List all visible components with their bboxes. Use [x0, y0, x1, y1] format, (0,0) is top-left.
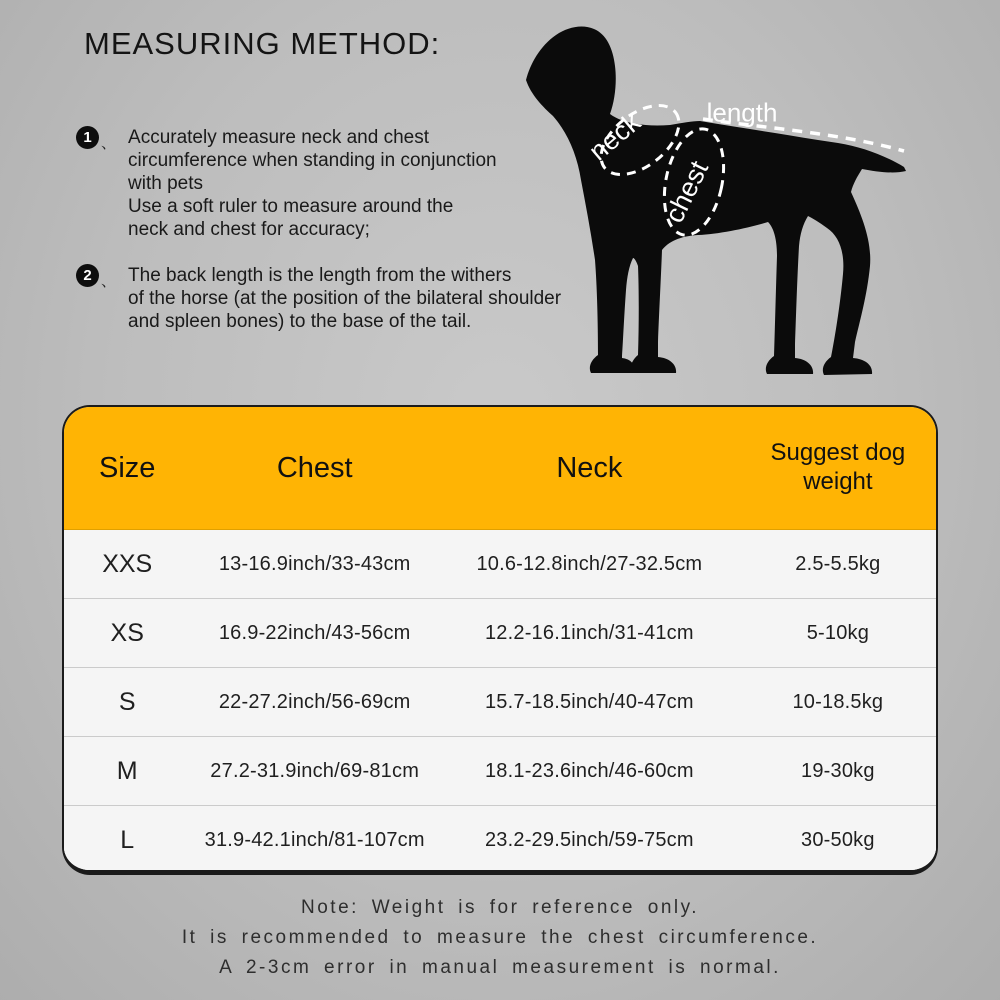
cell-neck: 15.7-18.5inch/40-47cm: [484, 690, 694, 713]
instruction-line: neck and chest for accuracy;: [128, 219, 370, 240]
instruction-line: The back length is the length from the withers: [128, 265, 512, 286]
instruction-line: with pets: [128, 173, 203, 194]
dog-silhouette-icon: [520, 20, 940, 392]
cell-chest: 22-27.2inch/56-69cm: [218, 690, 411, 713]
header-chest: Chest: [276, 451, 353, 484]
cell-size: XS: [110, 618, 144, 647]
instruction-line: Use a soft ruler to measure around the: [128, 196, 454, 217]
instruction-line: Accurately measure neck and chest: [128, 127, 430, 148]
table-row-m: [64, 737, 936, 806]
length-label: length: [706, 97, 778, 128]
note-line: It is recommended to measure the chest circumference.: [181, 927, 819, 948]
table-row-s: [64, 668, 936, 737]
cell-size: L: [120, 826, 135, 854]
note-line: Note: Weight is for reference only.: [301, 897, 699, 918]
cell-size: XXS: [102, 549, 153, 578]
cell-chest: 31.9-42.1inch/81-107cm: [204, 829, 425, 851]
table-row-xs: [64, 599, 936, 668]
instruction-line: of the horse (at the position of the bilateral shoulder: [128, 288, 562, 309]
cell-neck: 12.2-16.1inch/31-41cm: [484, 621, 694, 644]
cell-weight: 30-50kg: [801, 829, 875, 851]
table-header-row: [64, 407, 936, 530]
cell-weight: 5-10kg: [806, 621, 870, 644]
cell-weight: 10-18.5kg: [792, 690, 884, 713]
instruction-text: [128, 264, 561, 333]
cell-size: M: [116, 756, 138, 785]
dog-measurement-diagram: [520, 20, 940, 392]
page-title: MEASURING METHOD:: [84, 26, 441, 61]
instruction-line: circumference when standing in conjunction: [128, 150, 497, 171]
table-row-xxs: [64, 530, 936, 599]
bullet-wrap: [76, 126, 118, 153]
size-chart-table: [62, 405, 938, 875]
cell-size: S: [118, 687, 136, 716]
header-weight: Suggest dog weight: [770, 439, 906, 495]
table-row-l: [64, 806, 936, 875]
cell-chest: 27.2-31.9inch/69-81cm: [210, 759, 420, 782]
note-line: A 2-3cm error in manual measurement is normal.: [219, 957, 781, 978]
cell-neck: 18.1-23.6inch/46-60cm: [484, 759, 694, 782]
instruction-line: and spleen bones) to the base of the tail.: [128, 311, 472, 332]
instruction-text: [128, 126, 497, 241]
number-2-icon: 2: [76, 264, 99, 287]
number-1-icon: 1: [76, 126, 99, 149]
header-neck: Neck: [556, 451, 623, 484]
instruction-item-2: [76, 264, 561, 333]
cell-weight: 2.5-5.5kg: [795, 552, 881, 575]
neck-label: neck: [583, 106, 647, 167]
bullet-wrap: [76, 264, 118, 291]
footer-note: [0, 893, 1000, 983]
cell-neck: 23.2-29.5inch/59-75cm: [484, 829, 694, 851]
cell-weight: 19-30kg: [801, 759, 875, 782]
instruction-item-1: [76, 126, 497, 241]
chest-label: chest: [658, 156, 715, 228]
delimiter: 、: [101, 273, 117, 290]
cell-neck: 10.6-12.8inch/27-32.5cm: [476, 552, 703, 575]
cell-chest: 16.9-22inch/43-56cm: [218, 621, 411, 644]
cell-chest: 13-16.9inch/33-43cm: [218, 552, 411, 575]
table-body: [64, 530, 936, 875]
delimiter: 、: [101, 135, 117, 152]
header-size: Size: [99, 451, 156, 484]
